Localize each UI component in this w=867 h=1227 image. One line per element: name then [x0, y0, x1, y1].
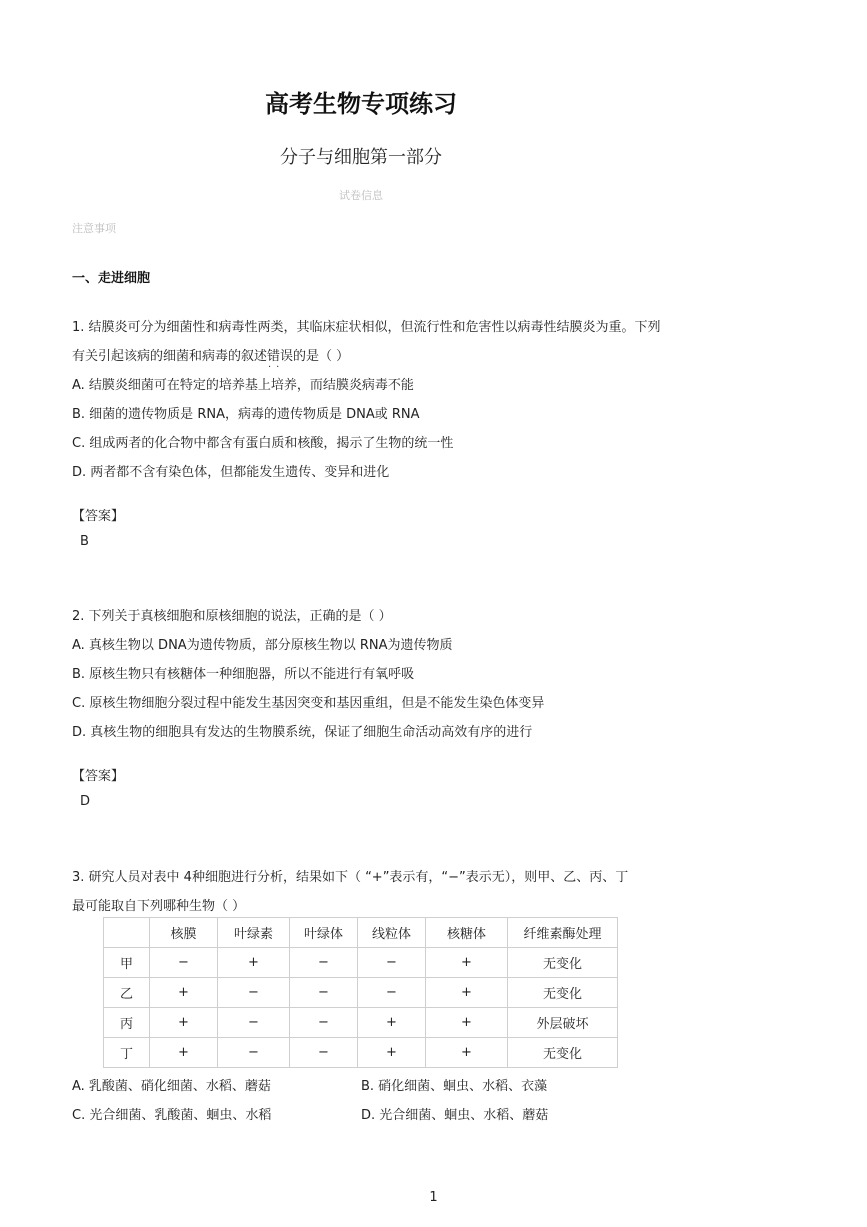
q2-option-a: A. 真核生物以 DNA为遗传物质，部分原核生物以 RNA为遗传物质 [72, 638, 453, 653]
document-subtitle: 分子与细胞第一部分 [280, 147, 442, 168]
cell-analysis-table [103, 917, 618, 1068]
table-cell: + [426, 1038, 508, 1068]
table-cell: + [426, 978, 508, 1008]
table-header-cell: 纤维素酶处理 [508, 918, 618, 948]
table-cell: − [290, 1038, 358, 1068]
table-cell: 无变化 [508, 1038, 618, 1068]
table-row [104, 1008, 618, 1038]
table-cell: 无变化 [508, 978, 618, 1008]
table-cell: 丙 [104, 1008, 150, 1038]
table-cell: − [358, 978, 426, 1008]
document-title: 高考生物专项练习 [265, 90, 457, 118]
q2-option-b: B. 原核生物只有核糖体一种细胞器，所以不能进行有氧呼吸 [72, 667, 415, 682]
table-cell: + [358, 1008, 426, 1038]
q3-option-c: C. 光合细菌、乳酸菌、蛔虫、水稻 [72, 1108, 272, 1123]
table-cell: + [358, 1038, 426, 1068]
table-header-cell: 线粒体 [358, 918, 426, 948]
q2-option-d: D. 真核生物的细胞具有发达的生物膜系统，保证了细胞生命活动高效有序的进行 [72, 725, 533, 740]
q1-emphasis-dots: ·· [268, 362, 285, 373]
table-cell: − [150, 948, 218, 978]
table-header-cell: 核糖体 [426, 918, 508, 948]
q1-option-c: C. 组成两者的化合物中都含有蛋白质和核酸，揭示了生物的统一性 [72, 436, 454, 451]
q1-stem-line2: 有关引起该病的细菌和病毒的叙述错误的是（ ） [72, 349, 350, 364]
table-cell: 甲 [104, 948, 150, 978]
table-row [104, 1038, 618, 1068]
table-cell: − [290, 1008, 358, 1038]
q3-stem-line1: 3. 研究人员对表中 4种细胞进行分析，结果如下（ “+”表示有，“−”表示无），则甲、乙、丙、丁 [72, 870, 629, 885]
q2-answer-label: 【答案】 [72, 769, 125, 784]
q3-option-d: D. 光合细菌、蛔虫、水稻、蘑菇 [361, 1108, 549, 1123]
table-cell: + [426, 1008, 508, 1038]
q2-option-c: C. 原核生物细胞分裂过程中能发生基因突变和基因重组，但是不能发生染色体变异 [72, 696, 545, 711]
exam-info-label: 试卷信息 [339, 189, 383, 202]
q3-stem-line2: 最可能取自下列哪种生物（ ） [72, 899, 246, 914]
table-header-cell: 叶绿体 [290, 918, 358, 948]
q1-option-b: B. 细菌的遗传物质是 RNA，病毒的遗传物质是 DNA或 RNA [72, 407, 420, 422]
table-header-cell: 叶绿素 [218, 918, 290, 948]
table-cell: − [218, 1008, 290, 1038]
page-number: 1 [429, 1190, 438, 1205]
table-cell: + [150, 1008, 218, 1038]
q3-option-a: A. 乳酸菌、硝化细菌、水稻、蘑菇 [72, 1079, 271, 1094]
table-cell: − [218, 978, 290, 1008]
section-heading: 一、走进细胞 [72, 271, 151, 286]
q2-answer: D [80, 794, 91, 809]
q1-stem-line1: 1. 结膜炎可分为细菌性和病毒性两类，其临床症状相似，但流行性和危害性以病毒性结膜炎为重。下列 [72, 320, 661, 335]
table-cell: + [218, 948, 290, 978]
q1-answer: B [80, 534, 89, 549]
table-row [104, 978, 618, 1008]
q1-option-a: A. 结膜炎细菌可在特定的培养基上培养，而结膜炎病毒不能 [72, 378, 414, 393]
table-cell: + [150, 1038, 218, 1068]
table-cell: 乙 [104, 978, 150, 1008]
table-cell: 丁 [104, 1038, 150, 1068]
table-header-row [104, 918, 618, 948]
table-cell: 外层破坏 [508, 1008, 618, 1038]
table-header-cell: 核膜 [150, 918, 218, 948]
table-cell: + [150, 978, 218, 1008]
table-cell: − [290, 948, 358, 978]
q3-option-b: B. 硝化细菌、蛔虫、水稻、衣藻 [361, 1079, 548, 1094]
table-cell: 无变化 [508, 948, 618, 978]
table-cell: + [426, 948, 508, 978]
table-cell: − [290, 978, 358, 1008]
table-cell: − [218, 1038, 290, 1068]
table-cell: − [358, 948, 426, 978]
table-row [104, 948, 618, 978]
q2-stem: 2. 下列关于真核细胞和原核细胞的说法，正确的是（ ） [72, 609, 392, 624]
q1-option-d: D. 两者都不含有染色体，但都能发生遗传、变异和进化 [72, 465, 390, 480]
notice-label: 注意事项 [72, 222, 116, 235]
q1-answer-label: 【答案】 [72, 509, 125, 524]
table-header-cell [104, 918, 150, 948]
